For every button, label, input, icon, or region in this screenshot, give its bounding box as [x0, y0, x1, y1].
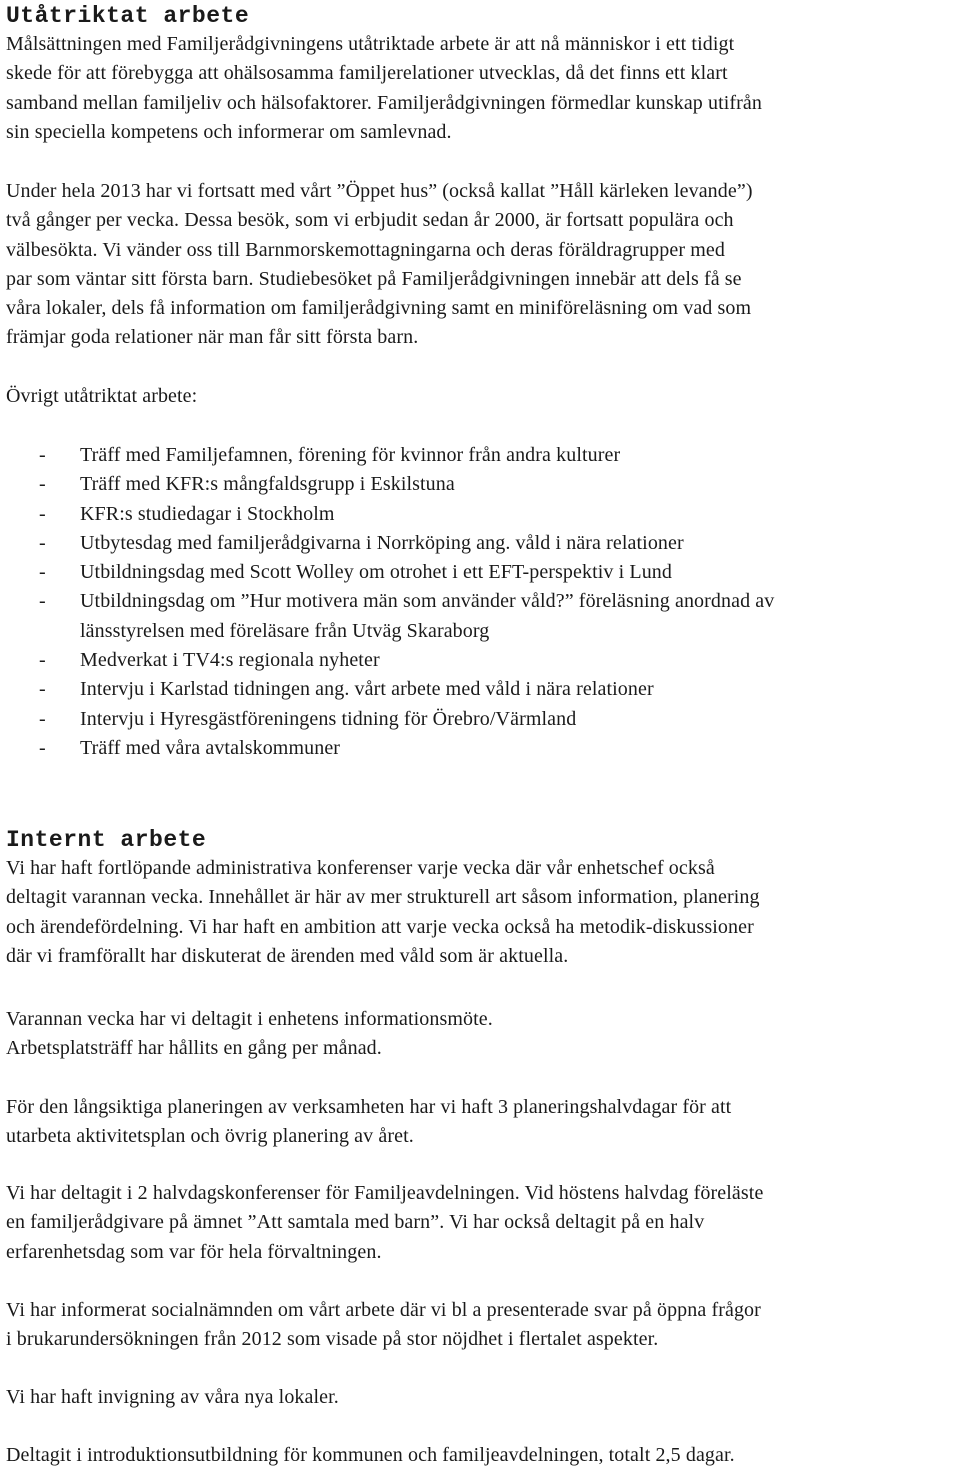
text-line: Deltagit i introduktionsutbildning för kommunen och familjeavdelningen, totalt 2,5 dagar.	[6, 1444, 735, 1466]
list-item-text: Intervju i Karlstad tidningen ang. vårt arbete med våld i nära relationer	[80, 678, 654, 701]
paragraph-introduction-training	[6, 1441, 954, 1470]
list-item-text: Utbildningsdag om ”Hur motivera män som använder våld?” föreläsning anordnad av	[80, 590, 775, 613]
list-item	[6, 646, 954, 675]
list-item	[6, 441, 954, 470]
list-item	[6, 500, 954, 529]
text-line: Övrigt utåtriktat arbete:	[6, 385, 198, 407]
list-item-text: Träff med Familjefamnen, förening för kvinnor från andra kulturer	[80, 444, 621, 466]
list-item-text: Träff med våra avtalskommuner	[80, 736, 341, 759]
list-item	[6, 558, 954, 587]
paragraph-outreach-intro	[6, 30, 954, 147]
list-item	[6, 470, 954, 499]
list-item-text: KFR:s studiedagar i Stockholm	[80, 502, 335, 525]
text-line: och ärendefördelning. Vi har haft en ambition att varje vecka också ha metodik-diskussioner	[6, 915, 754, 938]
text-line: skede för att förebygga att ohälsosamma familjerelationer utvecklas, då det finns ett klart	[6, 62, 728, 85]
list-item	[6, 587, 954, 646]
text-line: För den långsiktiga planeringen av verksamheten har vi haft 3 planeringshalvdagar för att	[6, 1096, 732, 1118]
list-item-text: Utbytesdag med familjerådgivarna i Norrköping ang. våld i nära relationer	[80, 531, 684, 554]
text-line: välbesökta. Vi vänder oss till Barnmorskemottagningarna och deras föräldragrupper med	[6, 238, 725, 261]
bullet-dash: -	[39, 707, 46, 730]
paragraph-social-committee	[6, 1296, 954, 1355]
list-item	[6, 675, 954, 704]
text-line: två gånger per vecka. Dessa besök, som vi erbjudit sedan år 2000, är fortsatt populära och	[6, 209, 734, 232]
list-item-text: Medverkat i TV4:s regionala nyheter	[80, 649, 380, 672]
paragraph-planning	[6, 1093, 954, 1152]
text-line: främjar goda relationer när man får sitt första barn.	[6, 326, 419, 349]
paragraph-meetings	[6, 1005, 954, 1064]
bullet-dash: -	[39, 444, 46, 466]
bullet-dash: -	[39, 502, 46, 525]
bullet-dash: -	[39, 736, 46, 759]
text-line: erfarenhetsdag som var för hela förvaltningen.	[6, 1240, 382, 1263]
text-line: Varannan vecka har vi deltagit i enhetens informationsmöte.	[6, 1008, 493, 1030]
paragraph-inauguration	[6, 1383, 954, 1412]
text-line: en familjerådgivare på ämnet ”Att samtala med barn”. Vi har också deltagit på en halv	[6, 1211, 705, 1234]
outreach-activity-list	[6, 441, 954, 763]
text-line: i brukarundersökningen från 2012 som visade på stor nöjdhet i flertalet aspekter.	[6, 1328, 659, 1351]
list-item	[6, 705, 954, 734]
bullet-dash: -	[39, 561, 46, 584]
section-heading-outreach: Utåtriktat arbete	[6, 3, 250, 29]
bullet-dash: -	[39, 590, 46, 613]
paragraph-conferences	[6, 1179, 954, 1267]
bullet-dash: -	[39, 531, 46, 554]
paragraph-open-house	[6, 177, 954, 353]
text-line: samband mellan familjeliv och hälsofaktorer. Familjerådgivningen förmedlar kunskap utifrån	[6, 91, 763, 114]
list-item	[6, 734, 954, 763]
list-item-text: Utbildningsdag med Scott Wolley om otrohet i ett EFT-perspektiv i Lund	[80, 561, 672, 584]
text-line: sin speciella kompetens och informerar om samlevnad.	[6, 120, 452, 143]
text-line: Vi har haft invigning av våra nya lokaler.	[6, 1386, 339, 1408]
section-heading-internal: Internt arbete	[6, 827, 207, 853]
list-item-text-continued: länsstyrelsen med föreläsare från Utväg Skaraborg	[80, 619, 490, 642]
text-line: Under hela 2013 har vi fortsatt med vårt ”Öppet hus” (också kallat ”Håll kärleken levande”)	[6, 180, 753, 202]
bullet-dash: -	[39, 678, 46, 701]
text-line: par som väntar sitt första barn. Studiebesöket på Familjerådgivningen innebär att dels få se	[6, 267, 742, 290]
text-line: Arbetsplatsträff har hållits en gång per månad.	[6, 1037, 382, 1060]
text-line: våra lokaler, dels få information om familjerådgivning samt en miniföreläsning om vad som	[6, 297, 752, 320]
list-item	[6, 529, 954, 558]
bullet-dash: -	[39, 649, 46, 672]
bullet-dash: -	[39, 473, 46, 496]
text-line: Målsättningen med Familjerådgivningens utåtriktade arbete är att nå människor i ett tidigt	[6, 33, 735, 55]
text-line: Vi har deltagit i 2 halvdagskonferenser för Familjeavdelningen. Vid höstens halvdag föreläste	[6, 1182, 764, 1204]
list-item-text: Träff med KFR:s mångfaldsgrupp i Eskilstuna	[80, 473, 455, 496]
text-line: Vi har haft fortlöpande administrativa konferenser varje vecka där vår enhetschef också	[6, 857, 715, 879]
text-line: där vi framförallt har diskuterat de ärenden med våld som är aktuella.	[6, 944, 569, 967]
text-line: utarbeta aktivitetsplan och övrig planering av året.	[6, 1125, 414, 1148]
list-item-text: Intervju i Hyresgästföreningens tidning för Örebro/Värmland	[80, 707, 577, 730]
paragraph-admin-conferences	[6, 854, 954, 971]
text-line: Vi har informerat socialnämnden om vårt arbete där vi bl a presenterade svar på öppna frågor	[6, 1299, 761, 1321]
other-outreach-label	[6, 382, 954, 411]
text-line: deltagit varannan vecka. Innehållet är här av mer strukturell art såsom information, planering	[6, 886, 760, 909]
